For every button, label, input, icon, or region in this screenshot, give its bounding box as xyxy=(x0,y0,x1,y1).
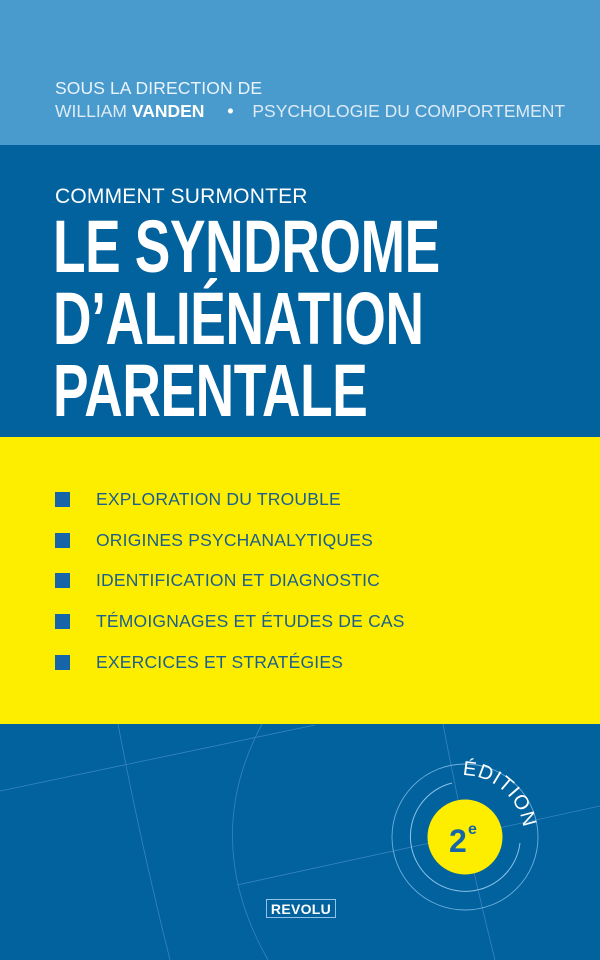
direction-label: SOUS LA DIRECTION DE xyxy=(55,78,263,98)
topic-label: TÉMOIGNAGES ET ÉTUDES DE CAS xyxy=(96,610,405,631)
publisher-logo-text: REVOLU xyxy=(270,900,332,917)
collection-name: PSYCHOLOGIE DU COMPORTEMENT xyxy=(252,101,566,121)
topic-label: EXERCICES ET STRATÉGIES xyxy=(96,651,344,672)
title-line-1: LE SYNDROME xyxy=(53,205,440,288)
author-last-name: VANDEN xyxy=(131,101,205,121)
topic-label: ORIGINES PSYCHANALYTIQUES xyxy=(96,529,373,550)
edition-superscript: e xyxy=(468,821,477,838)
separator-dot: • xyxy=(227,101,234,121)
edition-label: ÉDITION xyxy=(461,757,541,830)
topic-label: IDENTIFICATION ET DIAGNOSTIC xyxy=(96,569,380,590)
title-line-2: D’ALIÉNATION xyxy=(53,277,424,360)
topic-label: EXPLORATION DU TROUBLE xyxy=(96,488,341,509)
edition-number: 2 xyxy=(449,823,467,859)
author-first-name: WILLIAM xyxy=(55,101,127,121)
subtitle: COMMENT SURMONTER xyxy=(55,185,308,208)
title-line-3: PARENTALE xyxy=(53,349,368,432)
